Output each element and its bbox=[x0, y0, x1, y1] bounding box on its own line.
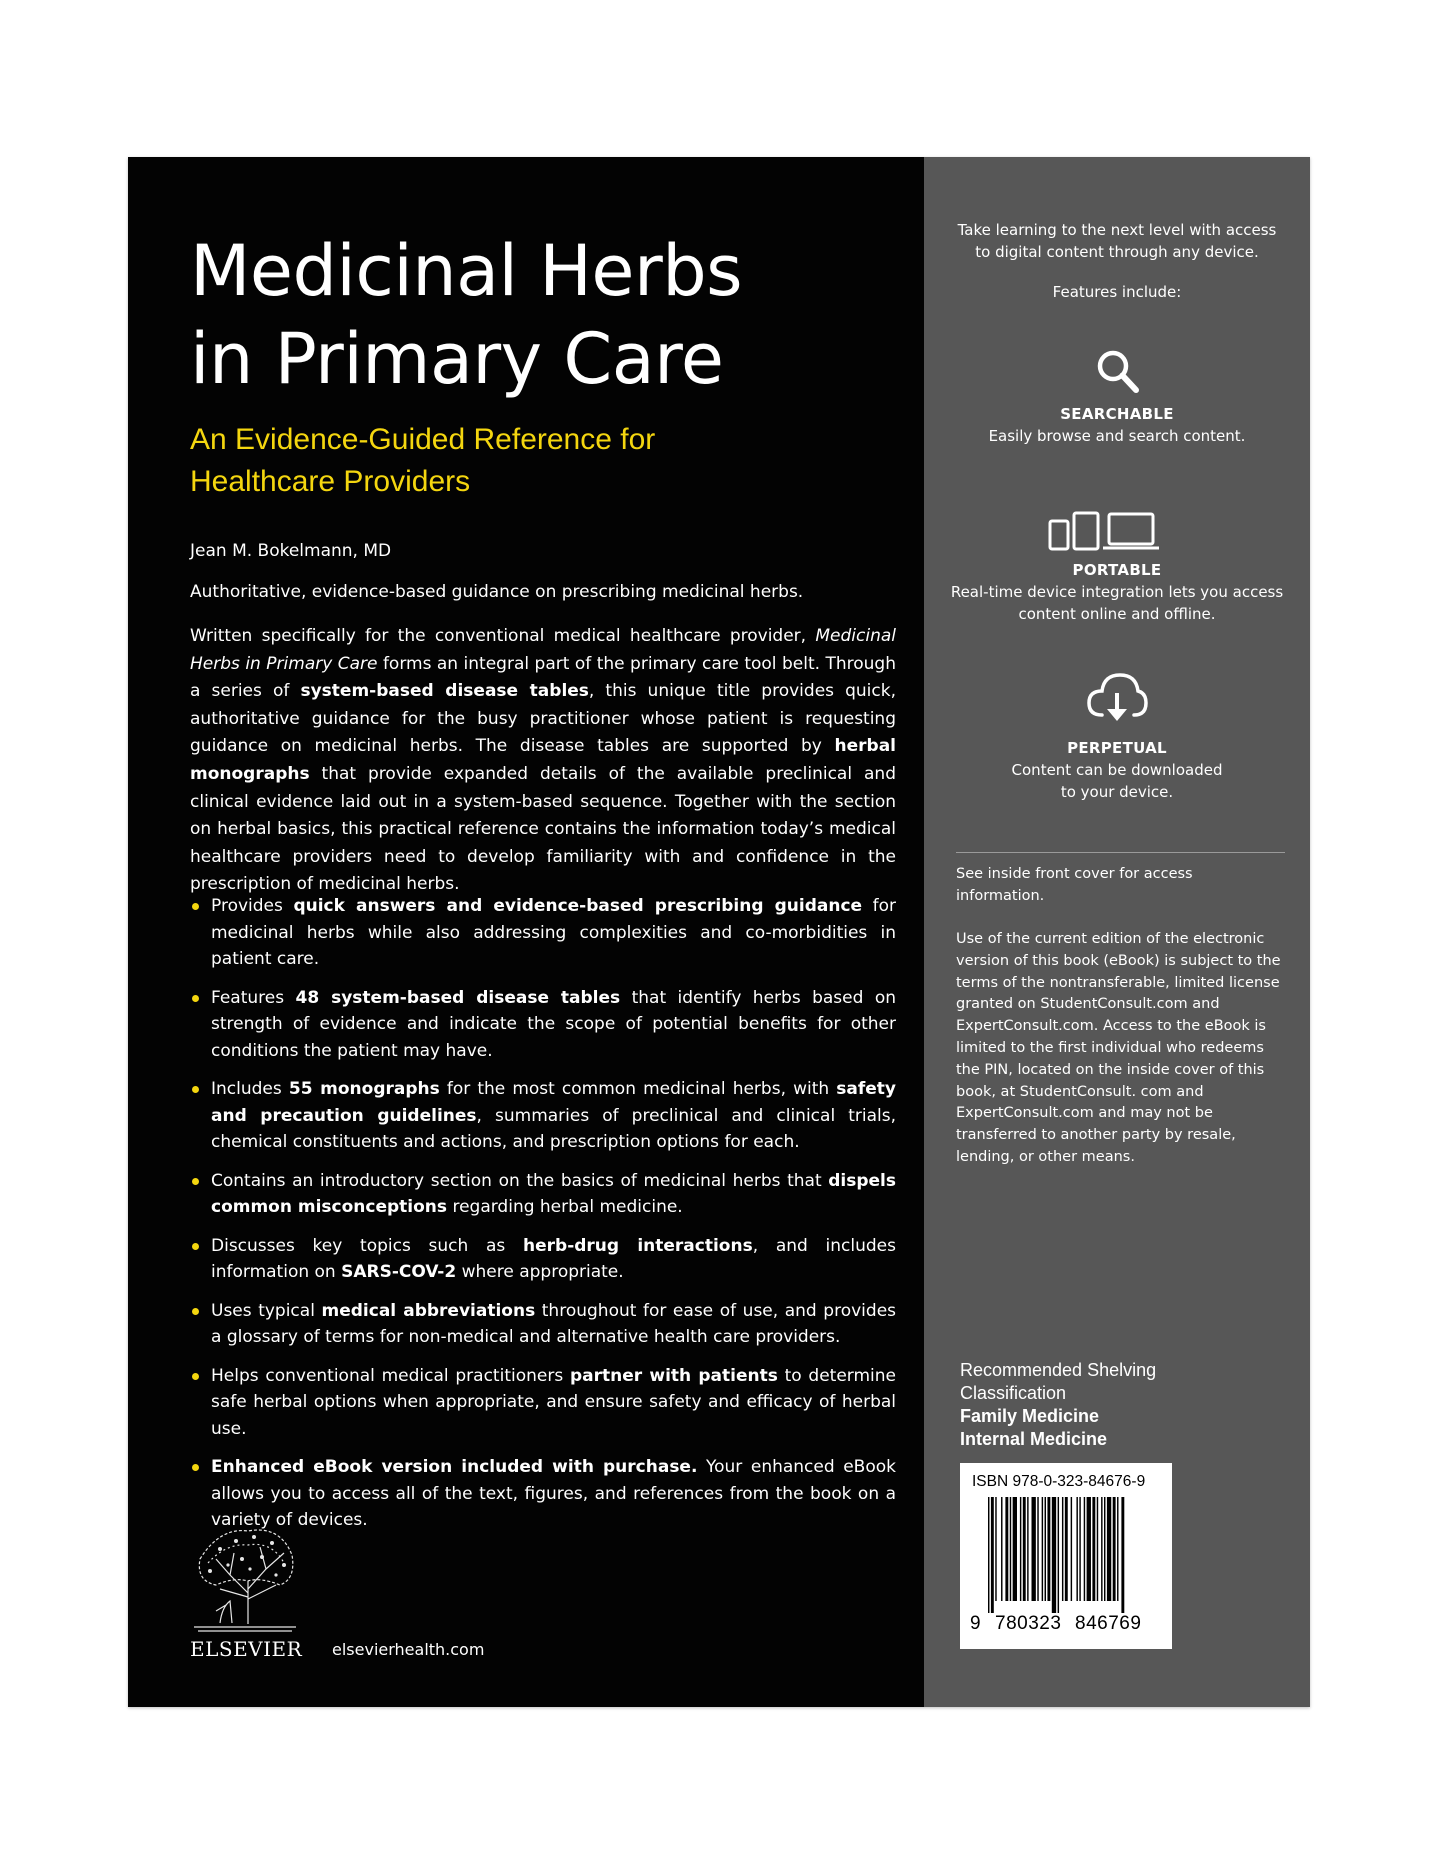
bullet-text: for medicinal herbs while also addressing complexities and co-morbidities in patient care. bbox=[211, 896, 897, 969]
feature-title: SEARCHABLE bbox=[1060, 405, 1174, 423]
description-text-1: Written specifically for the conventional medical healthcare provider, bbox=[190, 626, 816, 646]
barcode-bar bbox=[1084, 1497, 1085, 1601]
shelving-classification bbox=[960, 1359, 1156, 1451]
description-bold-1: system-based disease tables bbox=[300, 681, 589, 702]
book-title-line-2: in Primary Care bbox=[190, 318, 724, 400]
barcode-bar bbox=[1076, 1497, 1077, 1601]
publisher-website: elsevierhealth.com bbox=[332, 1640, 485, 1659]
bullet-text: Discusses key topics such as bbox=[211, 1235, 524, 1256]
barcode-bar bbox=[1121, 1497, 1124, 1613]
book-back-cover bbox=[128, 157, 1310, 1707]
bullet-text: for the most common medicinal herbs, with bbox=[439, 1079, 837, 1099]
bullet-dot bbox=[192, 1373, 199, 1380]
barcode-icon bbox=[970, 1497, 1162, 1615]
feature-desc-line-1: Easily browse and search content. bbox=[988, 427, 1246, 445]
barcode-bar bbox=[1104, 1497, 1105, 1601]
barcode-bar bbox=[1058, 1497, 1059, 1613]
bullet-bold: quick answers and evidence-based prescribing guidance bbox=[293, 896, 863, 916]
barcode-bar bbox=[1079, 1497, 1080, 1601]
bullet-text: Your enhanced eBook allows you to access all of the text, figures, and references from the book on a variety of devices. bbox=[211, 1457, 896, 1530]
bullet-text: Provides bbox=[211, 896, 294, 916]
bullet-text: throughout for ease of use, and provides a glossary of terms for non-medical and alternative health care providers. bbox=[211, 1300, 897, 1347]
bullet-dot bbox=[192, 1243, 199, 1250]
bullet-dot bbox=[192, 903, 199, 910]
bullet-text: where appropriate. bbox=[456, 1262, 624, 1282]
book-title bbox=[190, 227, 742, 403]
bullet-bold: Enhanced eBook version included with purchase. bbox=[211, 1457, 698, 1477]
bullet-text: , summaries of preclinical and clinical trials, chemical constituents and actions, and prescription options for each. bbox=[211, 1105, 896, 1152]
bullet-bold: herb-drug interactions bbox=[523, 1235, 753, 1256]
bullet-bold: dispels common misconceptions bbox=[211, 1170, 896, 1217]
access-note: See inside front cover for access information. bbox=[956, 866, 1193, 904]
magnifier-icon bbox=[1094, 347, 1142, 397]
bullet-bold: safety and precaution guidelines bbox=[211, 1079, 896, 1126]
sidebar-intro bbox=[924, 219, 1310, 263]
barcode-bar bbox=[1027, 1497, 1028, 1601]
tagline: Authoritative, evidence-based guidance on prescribing medicinal herbs. bbox=[190, 582, 804, 602]
shelving-label-line-2: Classification bbox=[960, 1383, 1067, 1403]
isbn-number: ISBN 978-0-323-84676-9 bbox=[972, 1473, 1146, 1490]
bullet-dot bbox=[192, 1086, 199, 1093]
shelving-category-text: Family Medicine bbox=[960, 1406, 1100, 1426]
barcode-bar bbox=[1092, 1497, 1095, 1601]
bullet-item bbox=[190, 1363, 896, 1443]
book-title-line-1: Medicinal Herbs bbox=[190, 230, 743, 312]
feature-desc-line-2: content online and offline. bbox=[1018, 605, 1216, 623]
book-subtitle-line-1: An Evidence-Guided Reference for bbox=[190, 423, 656, 456]
publisher-wordmark: ELSEVIER bbox=[190, 1637, 303, 1661]
license-terms: Use of the current edition of the electronic version of this book (eBook) is subject to the terms of the nontransferable, limited license granted on StudentConsult.com and ExpertConsult.com. Access to the eBook is limited to the first individual who redeems the PIN, located on the inside cover of this book, at StudentConsult. com and ExpertConsult.com and may not be transferred to another party by resale, lending, or other means. bbox=[956, 931, 1281, 1165]
sidebar-divider bbox=[956, 852, 1285, 853]
shelving-category-2 bbox=[960, 1428, 1156, 1451]
barcode-bar bbox=[1065, 1497, 1068, 1601]
description-text-3: , this unique title provides quick, authoritative guidance for the busy practitioner whose patient is requesting guidance on medicinal herbs. The disease tables are supported by bbox=[190, 681, 896, 757]
barcode-bar bbox=[1013, 1497, 1017, 1601]
isbn-barcode-box bbox=[960, 1463, 1172, 1649]
barcode-bar bbox=[1001, 1497, 1002, 1601]
book-subtitle bbox=[190, 419, 655, 503]
bullet-bold: SARS-COV-2 bbox=[341, 1262, 457, 1282]
bullet-item bbox=[190, 893, 896, 973]
barcode-bar bbox=[1113, 1497, 1116, 1601]
description-italic-title: Medicinal Herbs in Primary Care bbox=[190, 626, 896, 674]
barcode-bar bbox=[1023, 1497, 1026, 1601]
feature-title: PERPETUAL bbox=[1067, 739, 1167, 757]
bullet-bold: 55 monographs bbox=[288, 1079, 440, 1099]
barcode-bar bbox=[1032, 1497, 1036, 1601]
bullet-item bbox=[190, 1233, 896, 1286]
barcode-bar bbox=[1045, 1497, 1046, 1601]
barcode-bar bbox=[1047, 1497, 1050, 1601]
sidebar-intro-line-2: to digital content through any device. bbox=[975, 243, 1259, 261]
ean-lead-digit: 9 bbox=[970, 1613, 981, 1634]
bullet-text: regarding herbal medicine. bbox=[447, 1197, 683, 1217]
barcode-bar bbox=[1101, 1497, 1102, 1601]
sidebar-intro-line-1: Take learning to the next level with access bbox=[957, 221, 1277, 239]
feature-desc-line-1: Content can be downloaded bbox=[1011, 761, 1223, 779]
bullet-item bbox=[190, 985, 896, 1065]
bullet-item bbox=[190, 1076, 896, 1156]
book-subtitle-line-2: Healthcare Providers bbox=[190, 465, 471, 498]
features-label: Features include: bbox=[1052, 283, 1182, 301]
digital-access-sidebar bbox=[924, 157, 1310, 1707]
description-text-4: that provide expanded details of the available preclinical and clinical evidence laid out in a system-based sequence. Together with the section on herbal basics, this practical reference contains the information today’s medical healthcare providers need to develop familiarity with and confidence in the prescription of medicinal herbs. bbox=[190, 763, 896, 895]
barcode-bar bbox=[1117, 1497, 1118, 1601]
bullet-text: that identify herbs based on strength of evidence and indicate the scope of potential benefits for other conditions the patient may have. bbox=[211, 987, 896, 1061]
author-name: Jean M. Bokelmann, MD bbox=[190, 541, 392, 561]
feature-perpetual bbox=[924, 737, 1310, 803]
bullet-item bbox=[190, 1168, 896, 1221]
bullet-text: , and includes information on bbox=[211, 1235, 896, 1282]
feature-title: PORTABLE bbox=[1072, 561, 1162, 579]
description-bold-2: herbal monographs bbox=[190, 736, 896, 784]
feature-portable bbox=[924, 559, 1310, 625]
bullet-dot bbox=[192, 1464, 199, 1471]
bullet-dot bbox=[192, 1178, 199, 1185]
ean-digit-group-1: 780323 bbox=[995, 1613, 1062, 1634]
barcode-bar bbox=[995, 1497, 996, 1601]
feature-searchable bbox=[924, 403, 1310, 447]
description-text-2: forms an integral part of the primary care tool belt. Through a series of bbox=[190, 653, 896, 702]
bullet-bold: partner with patients bbox=[569, 1365, 778, 1386]
ean-digit-group-2: 846769 bbox=[1075, 1613, 1142, 1634]
shelving-category-1 bbox=[960, 1405, 1156, 1428]
bullet-text: Uses typical bbox=[211, 1300, 322, 1321]
barcode-bar bbox=[1020, 1497, 1021, 1601]
barcode-bar bbox=[1087, 1497, 1091, 1601]
shelving-category-text: Internal Medicine bbox=[960, 1429, 1108, 1449]
barcode-bar bbox=[991, 1497, 994, 1613]
cloud-download-icon bbox=[1084, 669, 1150, 725]
barcode-bar bbox=[1097, 1497, 1098, 1601]
bullet-text: Includes bbox=[211, 1079, 289, 1099]
barcode-bar bbox=[1005, 1497, 1008, 1601]
bullet-text: to determine safe herbal options when appropriate, and ensure safety and efficacy of herbal use. bbox=[211, 1365, 896, 1439]
feature-desc-line-1: Real-time device integration lets you access bbox=[950, 583, 1284, 601]
barcode-bar bbox=[988, 1497, 989, 1613]
barcode-bar bbox=[1107, 1497, 1111, 1601]
barcode-bar bbox=[1062, 1497, 1063, 1601]
devices-icon bbox=[1047, 509, 1161, 553]
bullet-text: Features bbox=[211, 987, 296, 1008]
barcode-bar bbox=[1071, 1497, 1072, 1601]
cover-main-panel bbox=[128, 157, 924, 1707]
feature-desc-line-2: to your device. bbox=[1060, 783, 1174, 801]
feature-bullet-list bbox=[190, 893, 896, 1546]
bullet-item bbox=[190, 1298, 896, 1351]
bullet-bold: medical abbreviations bbox=[321, 1300, 536, 1321]
bullet-bold: 48 system-based disease tables bbox=[295, 987, 621, 1008]
bullet-text: Helps conventional medical practitioners bbox=[211, 1365, 570, 1386]
bullet-dot bbox=[192, 1308, 199, 1315]
shelving-label-line-1: Recommended Shelving bbox=[960, 1360, 1157, 1380]
bullet-text: Contains an introductory section on the basics of medicinal herbs that bbox=[211, 1170, 829, 1191]
barcode-bar bbox=[1037, 1497, 1038, 1601]
elsevier-tree-logo bbox=[190, 1519, 300, 1639]
barcode-bar bbox=[1042, 1497, 1043, 1601]
barcode-bar bbox=[1010, 1497, 1011, 1601]
description-paragraph bbox=[190, 623, 896, 899]
bullet-dot bbox=[192, 995, 199, 1002]
barcode-bar bbox=[1052, 1497, 1056, 1613]
